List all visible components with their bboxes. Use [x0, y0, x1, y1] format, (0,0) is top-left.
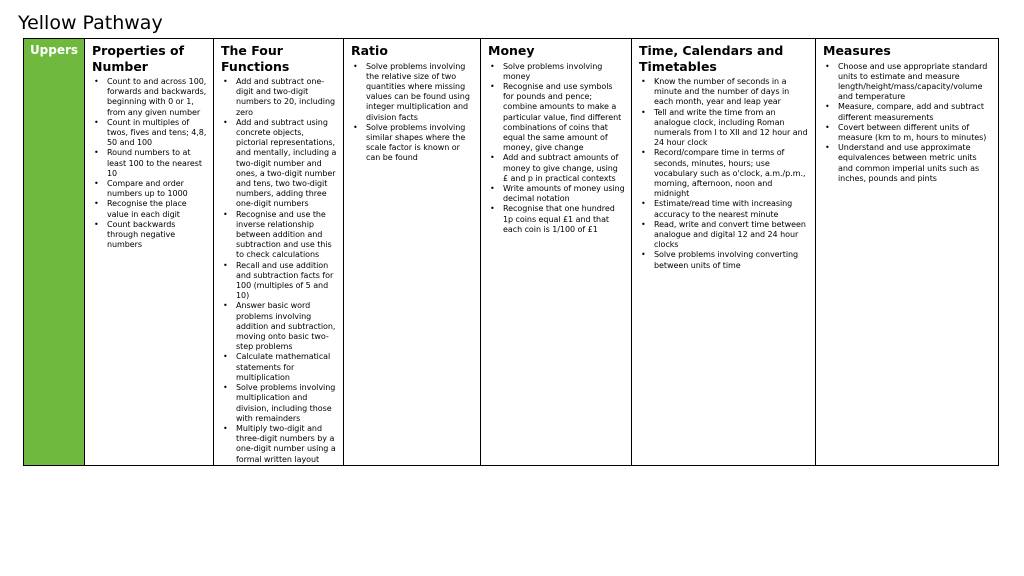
objective-list — [639, 77, 809, 271]
list-item: • Add and subtract amounts of money to give change, using £ and p in practical contexts — [488, 153, 625, 184]
list-item: • Record/compare time in terms of seconds, minutes, hours; use vocabulary such as o'clock, a.m./p.m., morning, afternoon, noon and midnight — [639, 148, 809, 199]
list-item: • Tell and write the time from an analogue clock, including Roman numerals from I to XII and 12 hour and 24 hour clock — [639, 108, 809, 149]
list-item: • Count in multiples of twos, fives and tens; 4,8, 50 and 100 — [92, 118, 207, 149]
list-item: • Compare and order numbers up to 1000 — [92, 179, 207, 199]
list-item: • Solve problems involving converting between units of time — [639, 250, 809, 270]
table-row — [24, 39, 999, 466]
list-item: • Calculate mathematical statements for multiplication — [221, 352, 337, 383]
list-item: • Measure, compare, add and subtract different measurements — [823, 102, 992, 122]
column-money — [481, 39, 632, 466]
objective-list — [351, 62, 474, 164]
list-item: • Write amounts of money using decimal notation — [488, 184, 625, 204]
list-item: • Round numbers to at least 100 to the nearest 10 — [92, 148, 207, 179]
column-heading: Time, Calendars and Timetables — [639, 43, 784, 74]
column-four-functions — [214, 39, 344, 466]
list-item: • Add and subtract one-digit and two-digit numbers to 20, including zero — [221, 77, 337, 118]
list-item: • Answer basic word problems involving addition and subtraction, moving onto basic two-step problems — [221, 301, 337, 352]
list-item: • Covert between different units of measure (km to m, hours to minutes) — [823, 123, 992, 143]
curriculum-table — [23, 38, 999, 466]
list-item: • Solve problems involving similar shapes where the scale factor is known or can be found — [351, 123, 474, 164]
column-heading: Properties of Number — [92, 43, 185, 74]
column-measures — [816, 39, 999, 466]
objective-list — [488, 62, 625, 235]
column-ratio — [344, 39, 481, 466]
list-item: • Choose and use appropriate standard units to estimate and measure length/height/mass/capacity/volume and temperature — [823, 62, 992, 103]
list-item: • Solve problems involving multiplication and division, including those with remainders — [221, 383, 337, 424]
list-item: • Recognise and use the inverse relationship between addition and subtraction and use this to check calculations — [221, 210, 337, 261]
list-item: • Know the number of seconds in a minute and the number of days in each month, year and leap year — [639, 77, 809, 108]
column-heading: Ratio — [351, 43, 388, 58]
list-item: • Count to and across 100, forwards and backwards, beginning with 0 or 1, from any given number — [92, 77, 207, 118]
column-time-calendars-timetables — [632, 39, 816, 466]
list-item: • Read, write and convert time between analogue and digital 12 and 24 hour clocks — [639, 220, 809, 251]
list-item: • Understand and use approximate equivalences between metric units and common imperial units such as inches, pounds and pints — [823, 143, 992, 184]
list-item: • Recognise that one hundred 1p coins equal £1 and that each coin is 1/100 of £1 — [488, 204, 625, 235]
objective-list — [221, 77, 337, 465]
objective-list — [823, 62, 992, 184]
list-item: • Multiply two-digit and three-digit numbers by a one-digit number using a formal written layout — [221, 424, 337, 465]
list-item: • Solve problems involving money — [488, 62, 625, 82]
list-item: • Recognise the place value in each digit — [92, 199, 207, 219]
column-properties-of-number — [85, 39, 214, 466]
stage-label: Uppers — [24, 39, 85, 466]
list-item: • Count backwards through negative numbers — [92, 220, 207, 251]
list-item: • Recall and use addition and subtraction facts for 100 (multiples of 5 and 10) — [221, 261, 337, 302]
objective-list — [92, 77, 207, 250]
list-item: • Recognise and use symbols for pounds and pence; combine amounts to make a particular value, find different combinations of coins that equal the same amount of money, give change — [488, 82, 625, 153]
list-item: • Estimate/read time with increasing accuracy to the nearest minute — [639, 199, 809, 219]
column-heading: The Four Functions — [221, 43, 290, 74]
column-heading: Money — [488, 43, 535, 58]
list-item: • Add and subtract using concrete objects, pictorial representations, and mentally, including a two-digit number and ones, a two-digit number and tens, two two-digit numbers, adding three one-digit numbers — [221, 118, 337, 210]
page-title: Yellow Pathway — [18, 12, 163, 34]
column-heading: Measures — [823, 43, 891, 58]
list-item: • Solve problems involving the relative size of two quantities where missing values can be found using integer multiplication and division facts — [351, 62, 474, 123]
